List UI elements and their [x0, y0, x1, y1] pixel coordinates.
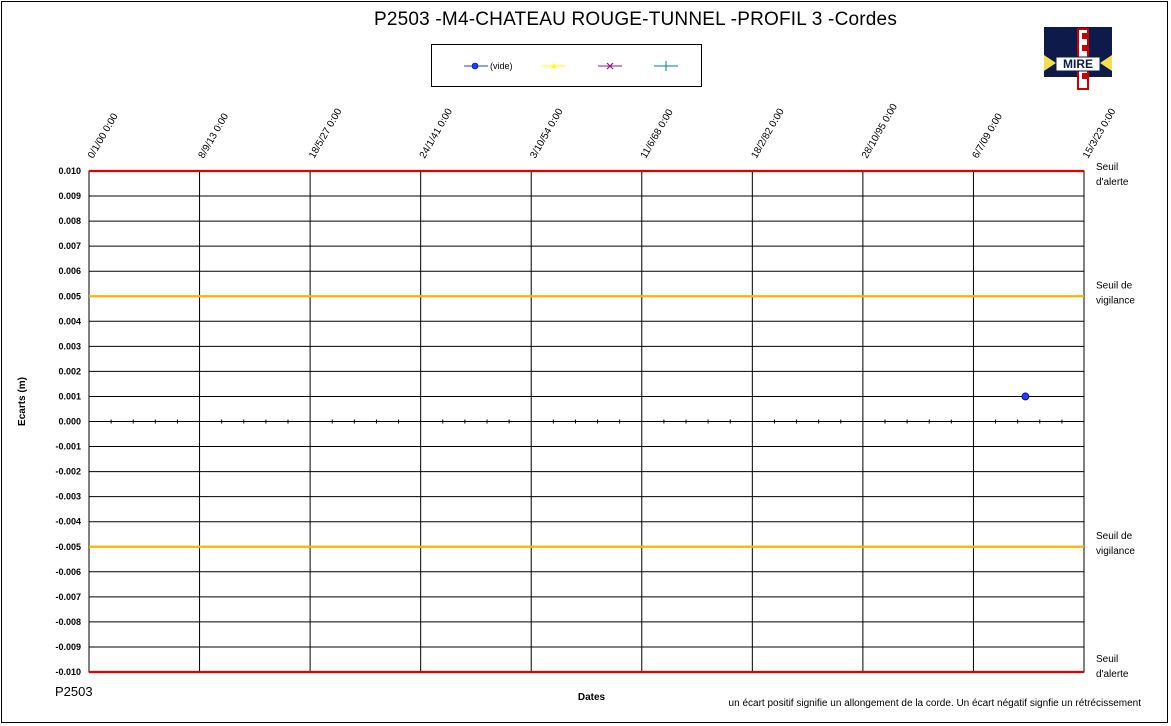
chart-title: P2503 -M4-CHATEAU ROUGE-TUNNEL -PROFIL 3 -Cordes — [373, 9, 898, 30]
mire-logo — [1044, 27, 1112, 91]
x-tick-label: 24/1/41 0:00 — [417, 106, 456, 161]
y-tick-label: 0.001 — [58, 391, 81, 402]
threshold-label: vigilance — [1096, 295, 1135, 307]
y-tick-label: 0.006 — [58, 266, 81, 277]
y-tick-label: -0.004 — [55, 516, 81, 527]
legend-marker-triangle-icon — [542, 58, 568, 74]
threshold-label: Seuil de — [1096, 530, 1133, 542]
threshold-label: d'alerte — [1096, 177, 1129, 188]
y-tick-label: -0.009 — [55, 641, 81, 652]
legend-marker-plus-icon — [654, 58, 680, 74]
y-tick-label: -0.010 — [55, 667, 81, 677]
x-tick-label: 8/9/13 0:00 — [196, 111, 232, 161]
y-tick-label: 0.010 — [58, 166, 81, 176]
y-tick-label: -0.007 — [55, 591, 81, 602]
mire-logo-icon — [1044, 27, 1112, 91]
site-code: P2503 — [55, 684, 93, 699]
threshold-label: vigilance — [1096, 545, 1135, 557]
y-tick-label: -0.001 — [55, 441, 81, 452]
legend — [431, 44, 702, 87]
x-tick-label: 28/10/95 0:00 — [859, 102, 901, 161]
y-tick-label: -0.002 — [55, 466, 81, 477]
y-tick-label: 0.003 — [58, 341, 81, 352]
x-axis-title: Dates — [577, 692, 606, 703]
logo-text: MIRE — [1063, 57, 1093, 71]
threshold-label: Seuil — [1096, 654, 1119, 665]
x-tick-label: 0/1/00 0:00 — [86, 111, 121, 161]
threshold-label: Seuil — [1096, 162, 1119, 173]
y-tick-label: 0.007 — [58, 241, 81, 252]
y-axis-title: Ecarts (m) — [17, 377, 28, 426]
y-tick-label: 0.000 — [58, 416, 81, 427]
legend-label-0: (vide) — [490, 61, 513, 71]
legend-item-1 — [542, 58, 568, 74]
y-tick-label: 0.008 — [58, 216, 81, 227]
threshold-label: d'alerte — [1096, 669, 1129, 680]
threshold-label: Seuil de — [1096, 280, 1133, 292]
footnote: un écart positif signifie un allongement de la corde. Un écart négatif signfie un rétrécissement — [728, 698, 1141, 709]
x-tick-label: 6/7/09 0:00 — [970, 111, 1006, 161]
y-tick-label: -0.003 — [55, 491, 81, 502]
y-tick-label: 0.004 — [58, 316, 81, 327]
x-tick-label: 3/10/54 0:00 — [528, 106, 566, 161]
chart-frame — [1, 1, 1168, 723]
x-tick-label: 15/3/23 0:00 — [1081, 106, 1119, 161]
x-tick-label: 18/2/82 0:00 — [749, 106, 787, 161]
legend-marker-circle-icon — [464, 58, 490, 74]
legend-item-2 — [598, 58, 624, 74]
y-tick-label: -0.008 — [55, 616, 81, 627]
y-tick-label: -0.005 — [55, 541, 81, 552]
legend-marker-star-icon — [598, 58, 624, 74]
y-tick-label: 0.002 — [58, 366, 81, 377]
y-tick-label: -0.006 — [55, 566, 81, 577]
x-tick-label: 11/6/68 0:00 — [638, 107, 676, 161]
x-tick-label: 18/5/27 0:00 — [307, 106, 345, 161]
legend-item-3 — [654, 58, 680, 74]
y-tick-label: 0.009 — [58, 191, 81, 202]
y-tick-label: 0.005 — [58, 291, 81, 302]
